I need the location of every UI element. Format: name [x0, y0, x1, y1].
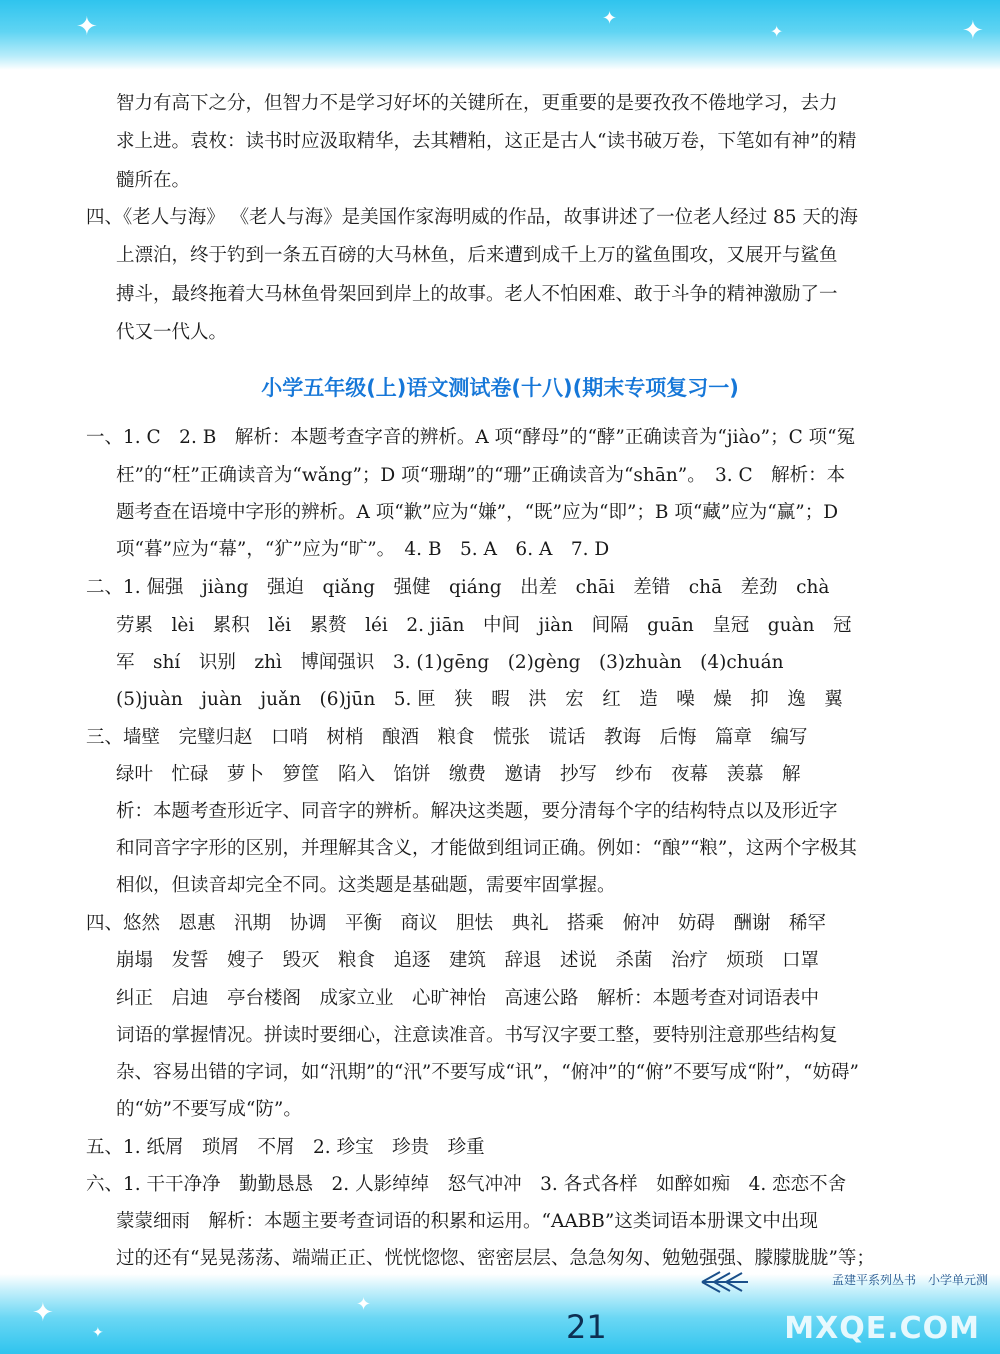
text-line: 和同音字字形的区别，并理解其含义，才能做到组词正确。例如：“酿”“粮”，这两个字极其: [116, 838, 857, 859]
text-line: 杂、容易出错的字词，如“汛期”的“汛”不要写成“讯”，“俯冲”的“俯”不要写成“附”，“妨碍”: [116, 1062, 859, 1083]
text-line: (5)juàn juàn juǎn (6)jūn 5. 匣 狭 暇 洪 宏 红 造 噪 燥 抑 逸 翼: [116, 689, 843, 710]
text-line: 军 shí 识别 zhì 博闻强识 3. (1)gēng (2)gèng (3)zhuàn (4)chuán: [116, 652, 784, 673]
text-line: 上漂泊，终于钓到一条五百磅的大马林鱼，后来遭到成千上万的鲨鱼围攻，又展开与鲨鱼: [116, 245, 838, 266]
text-line: 析：本题考查形近字、同音字的辨析。解决这类题，要分清每个字的结构特点以及形近字: [116, 801, 838, 822]
arrow-left-icon: [700, 1270, 750, 1294]
text-line: 词语的掌握情况。拼读时要细心，注意读准音。书写汉字要工整，要特别注意那些结构复: [116, 1025, 838, 1046]
text-line: 髓所在。: [116, 170, 191, 191]
series-brand: 孟建平系列丛书 小学单元测: [831, 1273, 988, 1287]
star-icon: ✦: [770, 22, 784, 41]
text-line: 过的还有“晃晃荡荡、端端正正、恍恍惚惚、密密层层、急急匆匆、勉勉强强、朦朦胧胧”等；: [116, 1248, 875, 1269]
text-line: 六、1. 干干净净 勤勤恳恳 2. 人影绰绰 怒气冲冲 3. 各式各样 如醉如痴 4. 恋恋不舍: [86, 1174, 847, 1195]
text-line: 项“暮”应为“幕”，“犷”应为“旷”。 4. B 5. A 6. A 7. D: [116, 539, 610, 560]
text-line: 崩塌 发誓 嫂子 毁灭 粮食 追逐 建筑 辞退 述说 杀菌 治疗 烦琐 口罩: [116, 950, 820, 971]
watermark: MXQE.COM: [784, 1311, 980, 1346]
text-line: 四、悠然 恩惠 汛期 协调 平衡 商议 胆怯 典礼 搭乘 俯冲 妨碍 酬谢 稀罕: [86, 913, 827, 934]
text-line: 求上进。袁枚：读书时应汲取精华，去其糟粕，这正是古人“读书破万卷，下笔如有神”的精: [116, 131, 857, 152]
text-line: 相似，但读音却完全不同。这类题是基础题，需要牢固掌握。: [116, 875, 616, 896]
text-line: 四、《老人与海》 《老人与海》是美国作家海明威的作品，故事讲述了一位老人经过 85 天的海: [86, 207, 858, 228]
section-title: 小学五年级(上)语文测试卷(十八)(期末专项复习一): [261, 376, 739, 400]
text-line: 纠正 启迪 亭台楼阁 成家立业 心旷神怡 高速公路 解析：本题考查对词语表中: [116, 988, 820, 1009]
text-line: 一、1. C 2. B 解析：本题考查字音的辨析。A 项“酵母”的“酵”正确读音为“jiào”；C 项“冤: [86, 427, 856, 448]
text-line: 劳累 lèi 累积 lěi 累赘 léi 2. jiān 中间 jiàn 间隔 guān 皇冠 guàn 冠: [116, 615, 852, 636]
text-line: 智力有高下之分，但智力不是学习好坏的关键所在，更重要的是要孜孜不倦地学习，去力: [116, 93, 838, 114]
text-line: 的“妨”不要写成“防”。: [116, 1099, 302, 1120]
text-line: 三、墙壁 完璧归赵 口哨 树梢 酿酒 粮食 慌张 谎话 教诲 后悔 篇章 编写: [86, 727, 808, 748]
star-icon: ✦: [32, 1298, 54, 1328]
page-number: 21: [566, 1308, 607, 1346]
text-line: 蒙蒙细雨 解析：本题主要考查词语的积累和运用。“AABB”这类词语本册课文中出现: [116, 1211, 818, 1232]
top-decorative-band: [0, 0, 1000, 70]
text-line: 五、1. 纸屑 琐屑 不屑 2. 珍宝 珍贵 珍重: [86, 1137, 485, 1158]
star-icon: ✦: [92, 1325, 104, 1341]
text-line: 代又一代人。: [116, 322, 228, 343]
text-line: 题考查在语境中字形的辨析。A 项“歉”应为“嫌”，“既”应为“即”；B 项“藏”应为“赢”；D: [116, 502, 839, 523]
star-icon: ✦: [602, 8, 618, 29]
text-line: 搏斗，最终拖着大马林鱼骨架回到岸上的故事。老人不怕困难、敢于斗争的精神激励了一: [116, 284, 838, 305]
text-line: 二、1. 倔强 jiàng 强迫 qiǎng 强健 qiáng 出差 chāi 差错 chā 差劲 chà: [86, 577, 830, 598]
star-icon: ✦: [962, 16, 984, 46]
text-line: 枉”的“枉”正确读音为“wǎng”；D 项“珊瑚”的“珊”正确读音为“shān”。 3. C 解析：本: [116, 465, 846, 486]
text-line: 绿叶 忙碌 萝卜 箩筐 陷入 馅饼 缴费 邀请 抄写 纱布 夜幕 羡慕 解: [116, 764, 801, 785]
star-icon: ✦: [356, 1294, 372, 1315]
star-icon: ✦: [76, 12, 98, 42]
